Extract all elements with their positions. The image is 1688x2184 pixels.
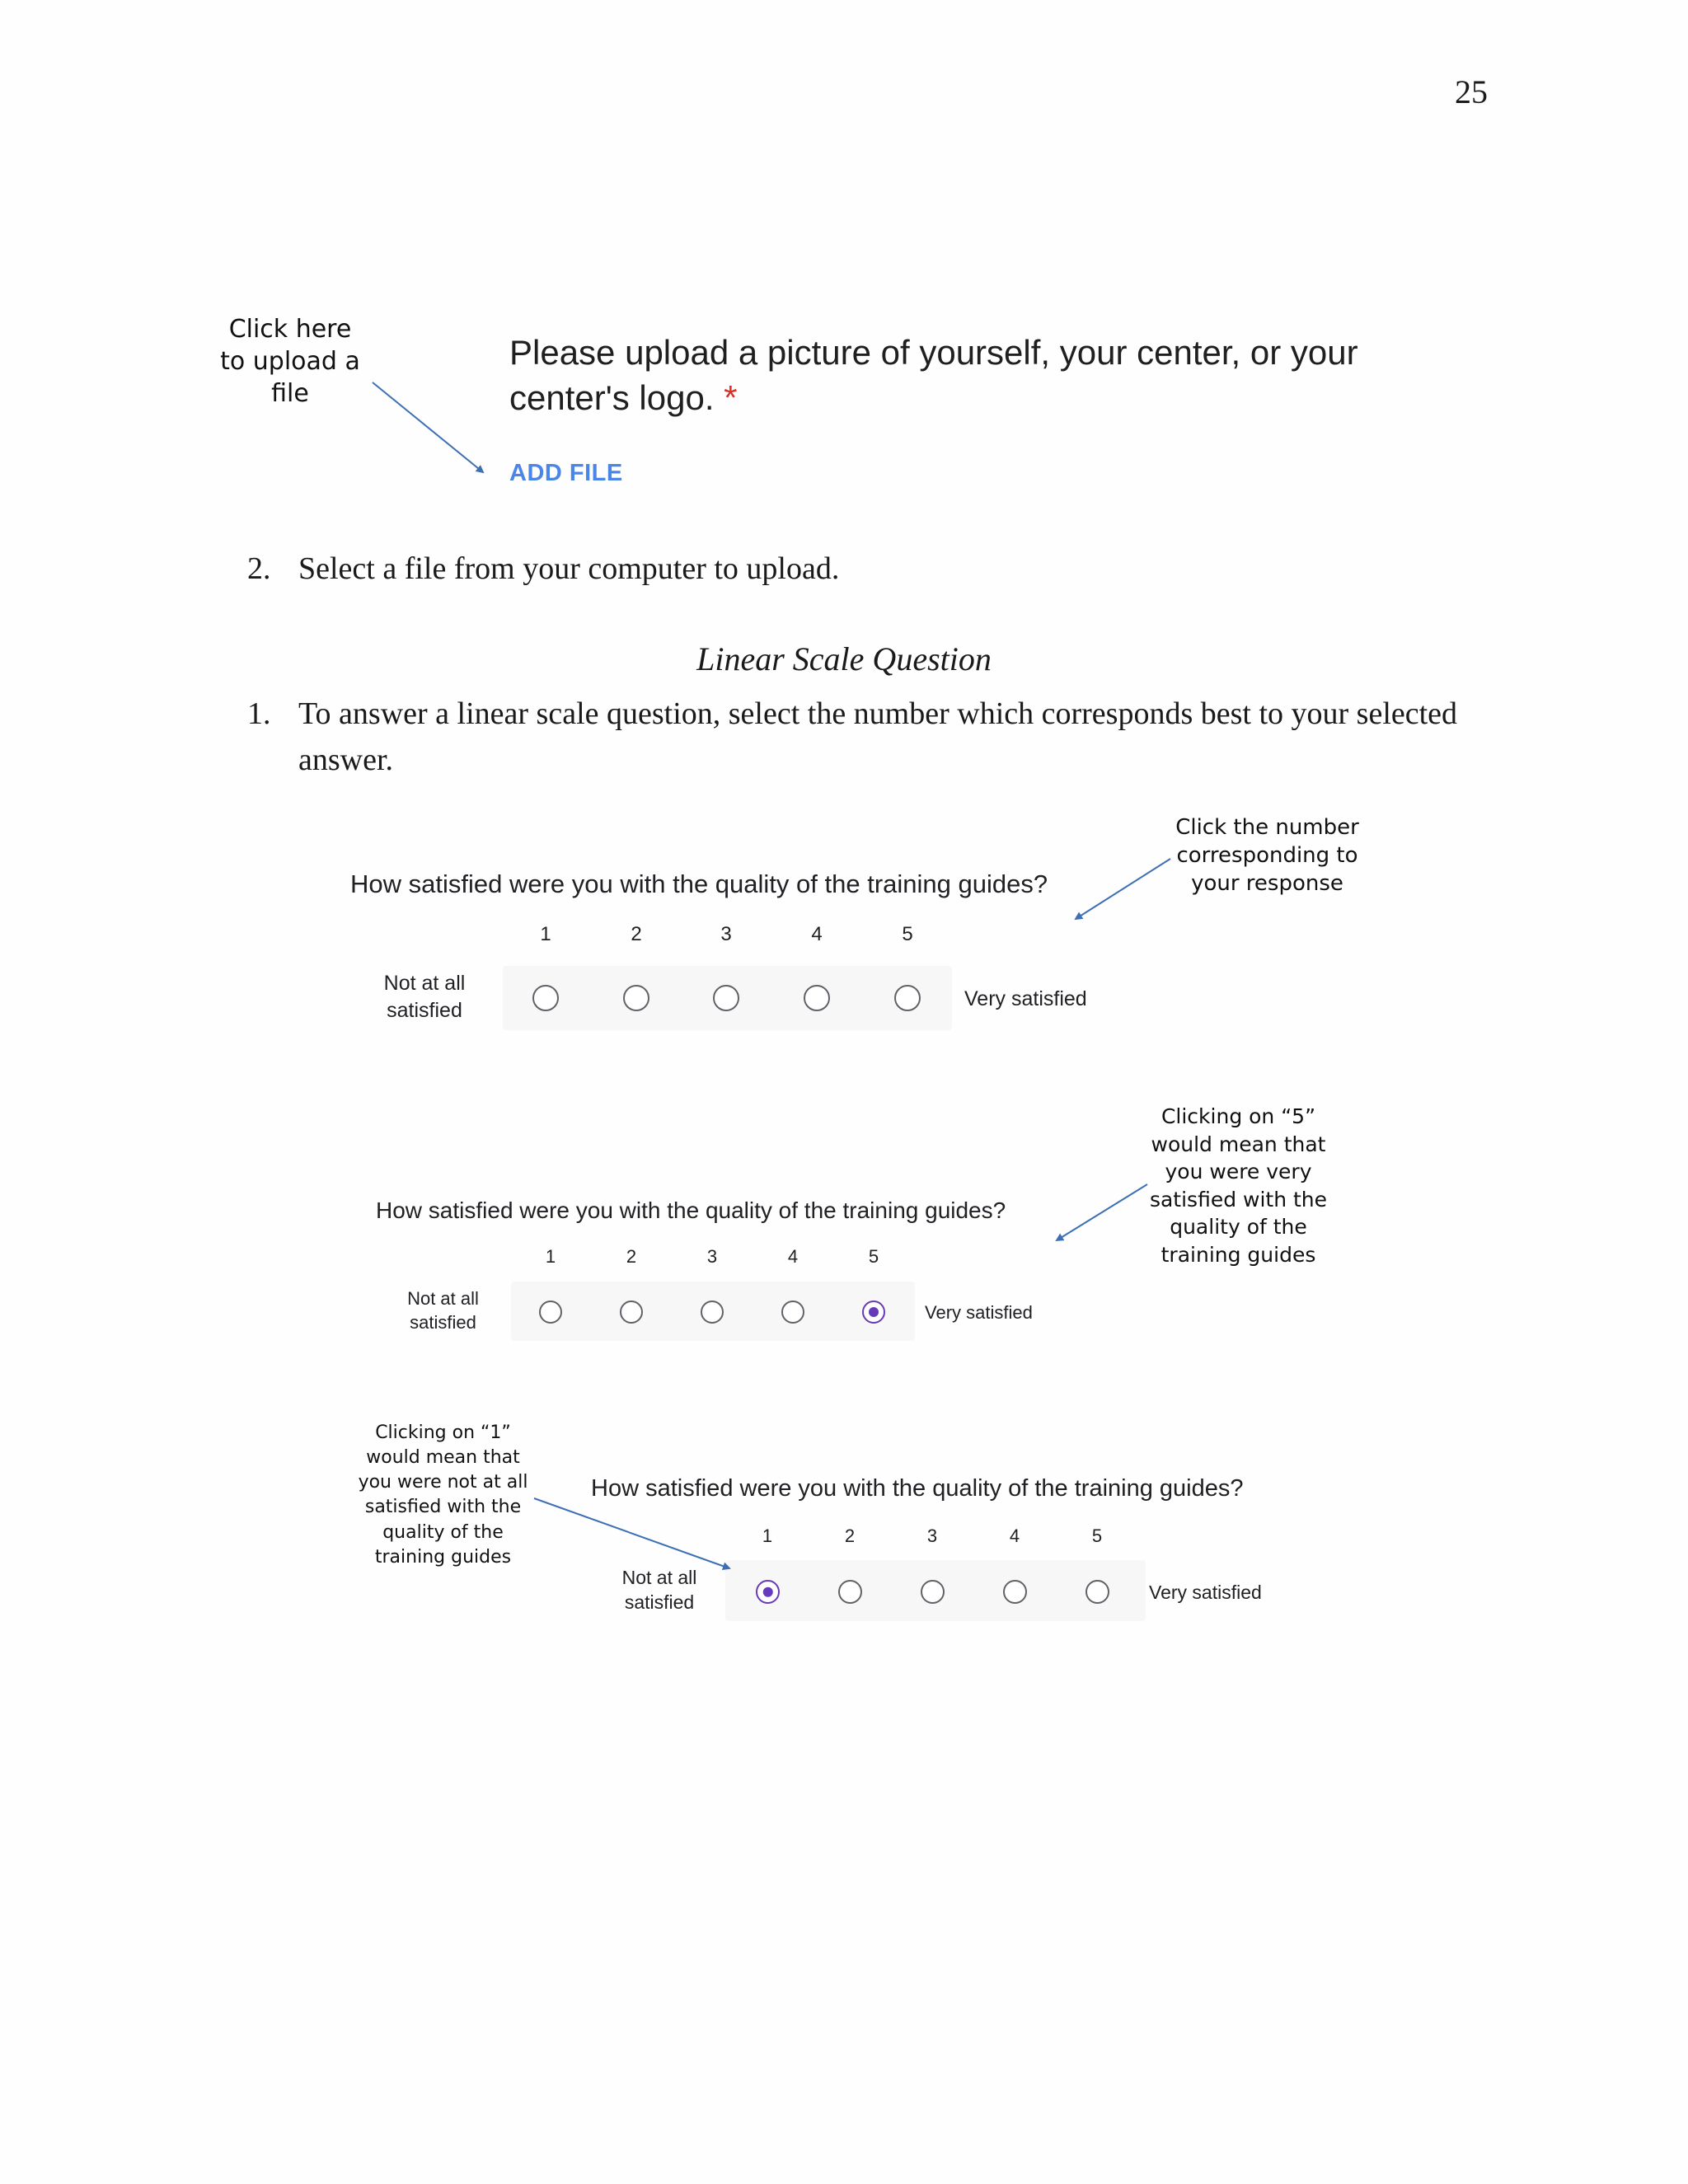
scale-number: 3 [720, 923, 732, 945]
scale-number: 1 [545, 1246, 556, 1267]
section-heading: Linear Scale Question [696, 640, 992, 677]
upload-arrow [373, 382, 483, 472]
scale-question-title: How satisfied were you with the quality of the training guides? [591, 1475, 1244, 1502]
callout-line: Clicking on “5” [1160, 1104, 1316, 1128]
callout-line: training guides [374, 1546, 512, 1568]
scale-number: 4 [811, 923, 823, 945]
callout-line: training guides [1160, 1242, 1316, 1267]
high-label: Very satisfied [964, 987, 1087, 1010]
high-label: Very satisfied [1149, 1582, 1262, 1603]
step-text-line-2: answer. [298, 743, 394, 777]
step-text: Select a file from your computer to upload. [298, 551, 840, 586]
add-file-button[interactable]: ADD FILE [509, 460, 623, 486]
callout-line: Clicking on “1” [375, 1422, 511, 1443]
scale-number: 1 [762, 1526, 773, 1546]
scale-number: 5 [902, 923, 913, 945]
scale-number: 5 [1091, 1526, 1103, 1546]
callout-line: would mean that [366, 1447, 520, 1469]
scale-number: 2 [631, 923, 642, 945]
click-number-arrow [1076, 859, 1170, 919]
low-label-line: satisfied [624, 1591, 695, 1613]
callout-line: would mean that [1151, 1132, 1326, 1156]
upload-question-text: Please upload a picture of yourself, your center, or your center's logo. [509, 333, 1358, 418]
low-label-line: Not at all [621, 1567, 697, 1588]
callout-line: satisfied with the [1149, 1187, 1328, 1212]
callout-line: you were very [1165, 1160, 1312, 1183]
scale-number: 2 [844, 1526, 856, 1546]
scale-number: 4 [787, 1246, 799, 1267]
scale-question-title: How satisfied were you with the quality of the training guides? [376, 1197, 1006, 1223]
scale-number: 4 [1009, 1526, 1020, 1546]
low-label-line: satisfied [387, 998, 462, 1022]
callout-line: corresponding to [1176, 842, 1358, 868]
scale-number: 3 [926, 1526, 938, 1546]
callout-line: quality of the [1170, 1215, 1307, 1239]
scale-number: 5 [868, 1246, 879, 1267]
step-number: 2. [247, 551, 271, 586]
callout-line: Click here [228, 315, 352, 344]
callout-line: file [271, 379, 309, 408]
callout-line: satisfied with the [364, 1497, 522, 1518]
high-label: Very satisfied [925, 1302, 1033, 1323]
one-arrow [534, 1498, 729, 1568]
callout-line: your response [1191, 870, 1343, 896]
scale-number: 2 [626, 1246, 637, 1267]
five-arrow [1057, 1184, 1147, 1240]
scale-question-title: How satisfied were you with the quality of the training guides? [350, 869, 1048, 898]
callout-line: you were not at all [358, 1472, 528, 1493]
callout-line: to upload a [220, 347, 360, 376]
scale-number: 3 [706, 1246, 718, 1267]
scale-number: 1 [540, 923, 551, 945]
page-number: 25 [1455, 73, 1488, 110]
required-asterisk: * [724, 378, 738, 418]
step-text-line-1: To answer a linear scale question, select the number which corresponds best to your selected [298, 696, 1458, 731]
step-number: 1. [247, 696, 271, 731]
callout-line: Click the number [1175, 815, 1359, 840]
callout-line: quality of the [382, 1521, 504, 1543]
low-label-line: Not at all [383, 972, 466, 995]
low-label-line: Not at all [407, 1288, 479, 1309]
low-label-line: satisfied [410, 1311, 476, 1333]
